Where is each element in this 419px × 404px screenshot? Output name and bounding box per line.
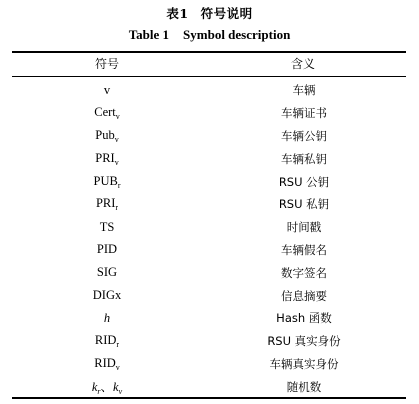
meaning-cell: 车辆公钥 [281, 128, 327, 143]
symbol-cell [12, 83, 202, 98]
symbol-subscript: v [115, 362, 120, 372]
symbol-text: PRI [95, 196, 116, 211]
table-number-en: Table 1 [128, 27, 170, 42]
bottom-rule [12, 397, 406, 399]
table-row [12, 307, 406, 330]
meaning-cell: 信息摘要 [281, 288, 327, 303]
symbol-cell [12, 196, 202, 212]
meaning-cell: 时间戳 [286, 220, 322, 235]
symbol-text: k [91, 380, 98, 395]
symbol-subscript: r [115, 203, 119, 213]
symbol-text: h [103, 310, 111, 325]
header-rule [12, 76, 406, 77]
meaning-cell: RSU 公钥 [278, 174, 330, 189]
meaning-cell: 车辆假名 [281, 242, 327, 257]
symbol-text: PRI [95, 150, 115, 165]
meaning-cell: Hash 函数 [276, 311, 332, 326]
symbol-cell [12, 105, 202, 121]
meaning-cell: RSU 真实身份 [267, 334, 341, 349]
meaning-cell: 车辆 [292, 83, 316, 98]
meaning-cell: 随机数 [286, 379, 322, 394]
table-row [12, 125, 406, 148]
header-meaning: 含义 [290, 57, 315, 71]
meaning-cell: 车辆证书 [281, 106, 327, 121]
symbol-separator: 、 [100, 380, 114, 395]
symbol-subscript: v [114, 134, 119, 144]
symbol-subscript: r [116, 340, 120, 350]
symbol-text: k [113, 380, 119, 395]
symbol-cell [12, 311, 202, 326]
table-row [12, 79, 406, 102]
table-row [12, 261, 406, 284]
table-row [12, 330, 406, 353]
meaning-cell: 车辆私钥 [281, 151, 327, 166]
meaning-cell: RSU 私钥 [278, 197, 330, 212]
symbol-text: Pub [95, 127, 115, 142]
table-row [12, 102, 406, 125]
table-row [12, 193, 406, 216]
symbol-text: DIGx [92, 288, 122, 303]
symbol-text: RID [94, 355, 116, 370]
table-row [12, 147, 406, 170]
table-title-en: Symbol description [183, 27, 291, 42]
table-body [12, 79, 406, 398]
symbol-text: v [103, 82, 111, 97]
symbol-subscript: r [97, 387, 101, 397]
table-title-cn: 符号说明 [200, 6, 253, 21]
table-caption-en [0, 27, 419, 43]
table-row [12, 284, 406, 307]
symbol-cell [12, 356, 202, 372]
symbol-subscript: v [118, 387, 123, 397]
symbol-cell [12, 128, 202, 144]
table-row [12, 239, 406, 262]
symbol-cell [12, 151, 202, 167]
symbol-subscript: v [114, 157, 119, 167]
table-row [12, 170, 406, 193]
symbol-cell [12, 377, 202, 396]
symbol-cell [12, 174, 202, 190]
top-rule [12, 51, 406, 53]
symbol-cell [12, 242, 202, 257]
symbol-subscript: v [115, 112, 120, 122]
table-number-cn: 表1 [166, 6, 189, 21]
symbol-text: TS [99, 219, 115, 234]
symbol-text: Cert [94, 105, 116, 120]
table-row [12, 216, 406, 239]
symbol-cell [12, 265, 202, 280]
symbol-cell [12, 333, 202, 349]
meaning-cell: 数字签名 [281, 265, 327, 280]
symbol-text: PID [96, 242, 118, 257]
table-row [12, 353, 406, 376]
table-caption-cn [0, 4, 419, 22]
meaning-cell: 车辆真实身份 [269, 356, 339, 371]
symbol-text: PUB [93, 173, 118, 188]
symbol-text: RID [94, 333, 117, 348]
symbol-cell [12, 220, 202, 235]
symbol-text: SIG [96, 265, 118, 280]
table-row [12, 375, 406, 398]
symbol-cell [12, 288, 202, 303]
header-symbol: 符号 [94, 57, 119, 71]
symbol-subscript: r [117, 180, 121, 190]
